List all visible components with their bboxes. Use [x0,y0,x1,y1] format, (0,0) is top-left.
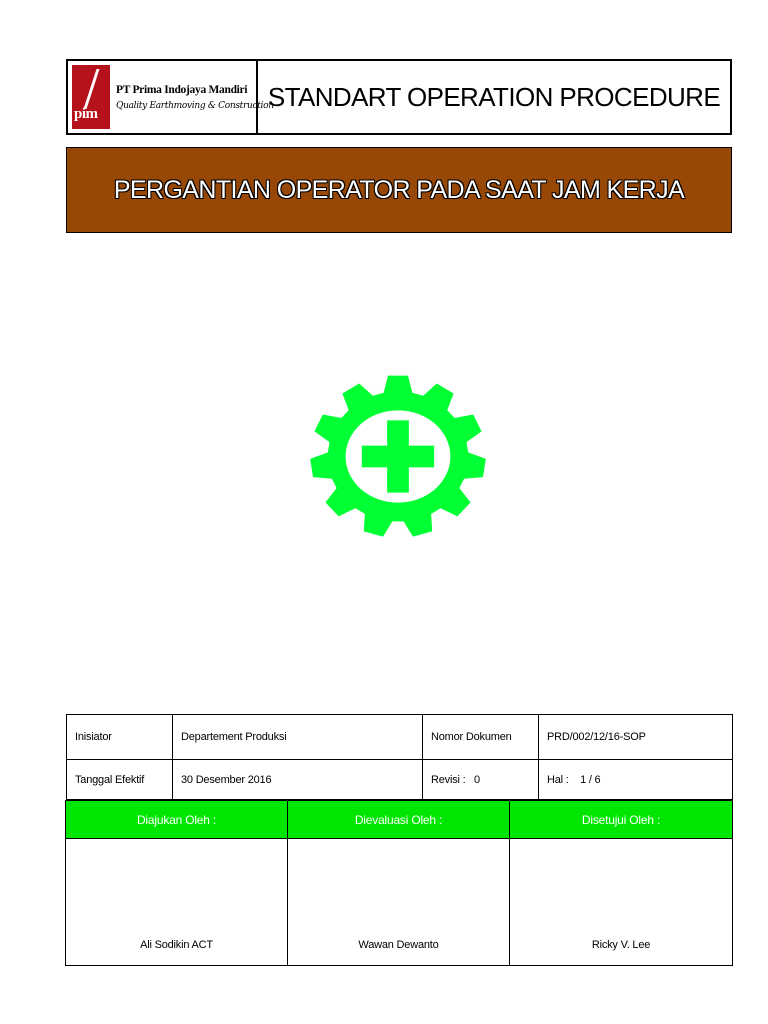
company-name: PT Prima Indojaya Mandiri [116,83,248,96]
dievaluasi-header: Dievaluasi Oleh : [288,801,510,839]
document-type: STANDART OPERATION PROCEDURE [267,81,721,112]
company-tagline: Quality Earthmoving & Construction [116,100,274,111]
document-header [66,59,732,135]
company-logo [68,61,274,133]
document-info-table [66,714,733,800]
document-title: PERGANTIAN OPERATOR PADA SAAT JAM KERJA [113,175,685,204]
table-row [67,715,733,760]
approval-table [65,800,733,966]
disetujui-header: Disetujui Oleh : [510,801,733,839]
disetujui-name: Ricky V. Lee [510,839,733,966]
table-row [67,760,733,800]
hal-value: 1 / 6 [580,773,601,786]
gear-cross-icon [304,374,492,539]
inisiator-value: Departement Produksi [173,715,423,760]
nomor-dokumen-label: Nomor Dokumen [423,715,539,760]
pim-logo-icon [72,65,110,129]
inisiator-label: Inisiator [67,715,173,760]
approval-header-row [66,801,733,839]
hal-cell [539,760,733,800]
hal-label: Hal : [547,773,569,786]
dievaluasi-name: Wawan Dewanto [288,839,510,966]
tanggal-efektif-value: 30 Desember 2016 [173,760,423,800]
revisi-value: 0 [474,773,480,786]
gear-cross-svg [304,374,492,539]
diajukan-header: Diajukan Oleh : [66,801,288,839]
title-banner [66,147,732,233]
approval-signature-row [66,839,733,966]
logo-abbr: pim [74,106,98,122]
nomor-dokumen-value: PRD/002/12/16-SOP [539,715,733,760]
diajukan-name: Ali Sodikin ACT [66,839,288,966]
tanggal-efektif-label: Tanggal Efektif [67,760,173,800]
revisi-label: Revisi : [431,773,466,786]
revisi-cell [423,760,539,800]
